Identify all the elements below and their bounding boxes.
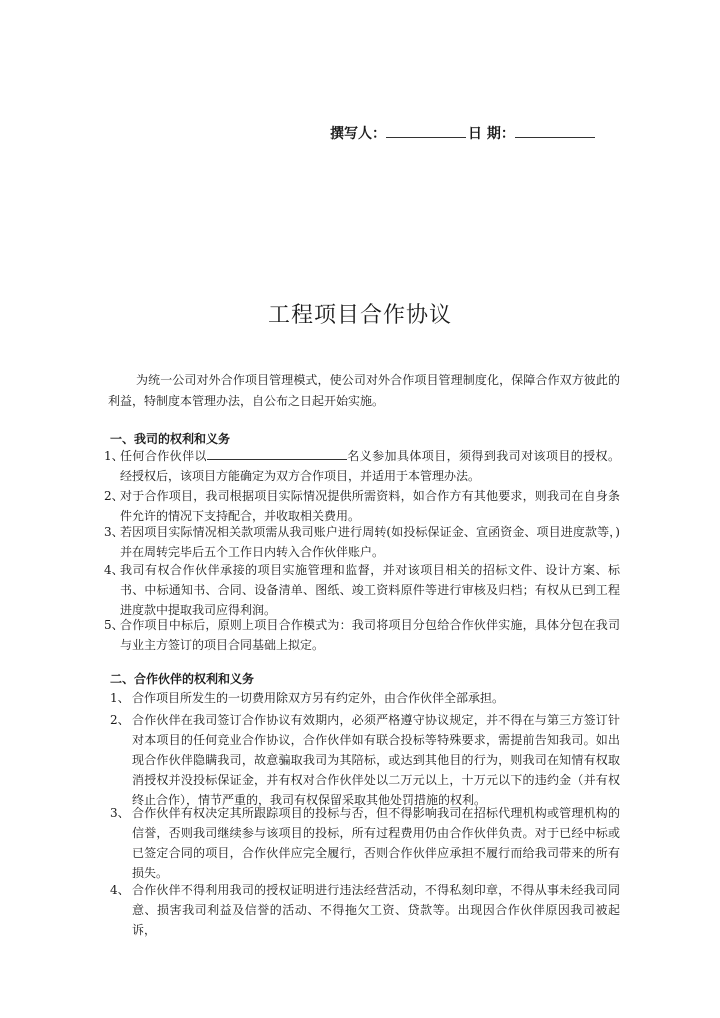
- item-number: 4、: [110, 883, 130, 897]
- item-number: 3、: [110, 806, 130, 820]
- section-2-item-3: [110, 803, 620, 883]
- section-1-item-3: [104, 522, 620, 562]
- item-number: 2、: [104, 489, 124, 503]
- author-blank[interactable]: [386, 125, 466, 138]
- section-2-item-1: [110, 688, 620, 708]
- section-2-heading: 二、合作伙伴的权利和义务: [110, 672, 255, 686]
- section-1-item-5: [104, 615, 620, 655]
- item-number: 2、: [110, 713, 130, 727]
- item-number: 3、: [104, 525, 124, 539]
- date-label: 日 期：: [468, 126, 515, 142]
- item-text-post: 名义参加具体项目，须得到我司对该项目的授权。经授权后，该项目方能确定为双方合作项目，并适用于本管理办法。: [120, 449, 620, 483]
- section-1-item-2: [104, 486, 620, 526]
- date-blank[interactable]: [515, 125, 595, 138]
- intro-paragraph: 为统一公司对外合作项目管理模式，使公司对外合作项目管理制度化，保障合作双方彼此的利益，特制度本管理办法，自公布之日起开始实施。: [108, 373, 620, 408]
- document-title: 工程项目合作协议: [267, 303, 452, 328]
- item-text: 我司有权合作伙伴承接的项目实施管理和监督，并对该项目相关的招标文件、设计方案、标书、中标通知书、合同、设备清单、图纸、竣工资料原件等进行审核及归档；有权从已到工程进度款中提取我司应得利润。: [120, 563, 620, 617]
- item-text: 合作伙伴有权决定其所跟踪项目的投标与否，但不得影响我司在招标代理机构或管理机构的信誉，否则我司继续参与该项目的投标，所有过程费用仍由合作伙伴负责。对于已经中标或已签定合同的项目，合作伙伴应完全履行，否则合作伙伴应承担不履行而给我司带来的所有损失。: [132, 806, 620, 880]
- author-date-line: [330, 123, 620, 143]
- section-1-item-1: [104, 446, 620, 486]
- section-2-item-2: [110, 710, 620, 810]
- item-text: 合作伙伴在我司签订合作协议有效期内，必须严格遵守协议规定，并不得在与第三方签订针对本项目的任何竞业合作协议，合作伙伴如有联合投标等特殊要求，需提前告知我司。如出现合作伙伴隐瞒我司，故意骗取我司为其陪标，或达到其他目的行为，则我司在知情有权取消授权并没投标保证金，并有权对合作伙伴处以二万元以上，十万元以下的违约金（并有权终止合作），情节严重的，我司有权保留采取其他处罚措施的权利。: [132, 713, 620, 807]
- item-text: 若因项目实际情况相关款项需从我司账户进行周转(如投标保证金、宣函资金、项目进度款等，)并在周转完毕后五个工作日内转入合作伙伴账户。: [120, 525, 620, 559]
- item-text: 合作项目中标后，原则上项目合作模式为：我司将项目分包给合作伙伴实施，具体分包在我司与业主方签订的项目合同基础上拟定。: [120, 618, 620, 652]
- item-text: 合作伙伴不得利用我司的授权证明进行违法经营活动，不得私刻印章，不得从事未经我司同意、损害我司利益及信誉的活动、不得拖欠工资、贷款等。出现因合作伙伴原因我司被起诉，: [132, 883, 620, 937]
- item-text: 合作项目所发生的一切费用除双方另有约定外，由合作伙伴全部承担。: [132, 691, 505, 705]
- item-number: 1、: [110, 691, 130, 705]
- author-label: 撰写人：: [330, 126, 386, 142]
- item-text: 对于合作项目，我司根据项目实际情况提供所需资料，如合作方有其他要求，则我司在自身条件允许的情况下支持配合，并收取相关费用。: [120, 489, 620, 523]
- item-number: 4、: [104, 563, 124, 577]
- section-2-item-4: [110, 880, 620, 940]
- partner-name-blank[interactable]: [207, 447, 347, 460]
- section-1-item-4: [104, 560, 620, 620]
- item-number: 1、: [104, 449, 124, 463]
- item-text-pre: 任何合作伙伴以: [120, 449, 207, 463]
- item-number: 5、: [104, 618, 124, 632]
- section-1-heading: 一、我司的权利和义务: [110, 432, 231, 446]
